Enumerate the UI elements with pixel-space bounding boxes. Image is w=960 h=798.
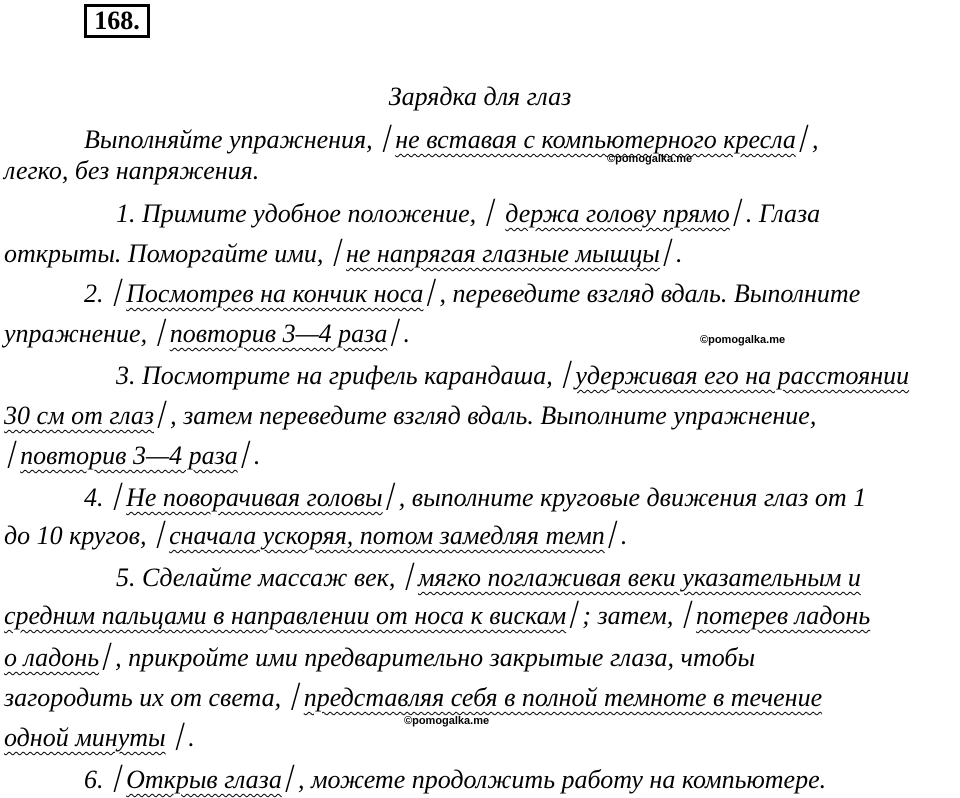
phrase-boundary-slash: /: [682, 595, 693, 634]
phrase-boundary-slash: /: [156, 313, 167, 352]
phrase-boundary-slash: /: [240, 435, 251, 474]
text-segment: ,: [811, 125, 819, 154]
phrase-boundary-slash: /: [485, 193, 496, 232]
adverbial-participle-phrase: потерев ладонь: [695, 601, 871, 630]
adverbial-participle-phrase: одной минуты: [4, 723, 166, 752]
phrase-boundary-slash: /: [113, 759, 124, 798]
text-line: [4, 637, 756, 676]
phrase-boundary-slash: /: [385, 477, 396, 516]
text-segment: [166, 723, 173, 752]
phrase-boundary-slash: /: [290, 677, 301, 716]
text-segment: загородить их от света,: [4, 683, 288, 712]
adverbial-participle-phrase: 30 см от глаз: [4, 401, 155, 430]
adverbial-participle-phrase: повторив 3—4 раза: [20, 441, 238, 470]
phrase-boundary-slash: /: [569, 595, 580, 634]
text-segment: . Глаза: [745, 199, 821, 228]
phrase-boundary-slash: /: [113, 273, 124, 312]
text-line: [84, 273, 861, 312]
adverbial-participle-phrase: мягко поглаживая веки указательным и: [417, 563, 861, 592]
phrase-boundary-slash: /: [113, 477, 124, 516]
phrase-boundary-slash: /: [382, 119, 393, 158]
text-line: [84, 759, 827, 798]
text-segment: , переведите взгляд вдаль. Выполните: [439, 279, 861, 308]
text-line: [4, 233, 683, 272]
adverbial-participle-phrase: представляя себя в полной темноте в течение: [303, 683, 823, 712]
text-segment: 5. Сделайте массаж век,: [116, 563, 402, 592]
text-segment: 3. Посмотрите на грифель карандаша,: [116, 361, 560, 390]
adverbial-participle-phrase: удерживая его на расстоянии: [575, 361, 910, 390]
text-line: [4, 717, 195, 756]
adverbial-participle-phrase: не напрягая глазные мышцы: [345, 239, 660, 268]
text-segment: .: [188, 723, 195, 752]
text-segment: .: [676, 239, 683, 268]
text-line: [4, 435, 261, 474]
phrase-boundary-slash: /: [332, 233, 343, 272]
phrase-boundary-slash: /: [155, 515, 167, 554]
text-segment: открыты. Поморгайте ими,: [4, 239, 330, 268]
text-line: [116, 557, 861, 596]
text-line: [4, 677, 823, 716]
phrase-boundary-slash: /: [284, 759, 295, 798]
text-segment: .: [403, 319, 410, 348]
adverbial-participle-phrase: о ладонь: [4, 643, 100, 672]
adverbial-participle-phrase: средним пальцами в направлении от носа к вискам: [4, 601, 567, 630]
exercise-title: Зарядка для глаз: [388, 82, 572, 111]
text-segment: Выполняйте упражнения,: [84, 125, 380, 154]
text-segment: , можете продолжить работу на компьютере.: [297, 765, 827, 794]
phrase-boundary-slash: /: [426, 273, 437, 312]
watermark: ©pomogalka.me: [700, 334, 786, 346]
adverbial-participle-phrase: Посмотрев на кончик носа: [126, 279, 424, 308]
text-segment: 6.: [84, 765, 110, 794]
adverbial-participle-phrase: не вставая с компьютерного кресла: [395, 125, 796, 154]
phrase-boundary-slash: /: [7, 435, 18, 474]
adverbial-participle-phrase: держа голову прямо: [505, 199, 730, 228]
phrase-boundary-slash: /: [175, 717, 186, 756]
phrase-boundary-slash: /: [607, 515, 618, 554]
text-segment: , затем переведите взгляд вдаль. Выполните упражнение,: [170, 401, 817, 430]
text-line: [4, 395, 817, 434]
text-segment: 2.: [84, 279, 110, 308]
text-line: [4, 313, 410, 352]
adverbial-participle-phrase: Не поворачивая головы: [126, 483, 383, 512]
text-line: [84, 477, 867, 516]
phrase-boundary-slash: /: [404, 557, 415, 596]
text-line: [4, 515, 628, 554]
text-line: [4, 595, 871, 634]
adverbial-participle-phrase: Открыв глаза: [126, 765, 282, 794]
text-segment: легко, без напряжения.: [4, 156, 260, 185]
adverbial-participle-phrase: повторив 3—4 раза: [169, 319, 388, 348]
text-line: [116, 355, 910, 394]
text-segment: , прикройте ими предварительно закрытые глаза, чтобы: [115, 643, 756, 672]
phrase-boundary-slash: /: [157, 395, 168, 434]
text-segment: 4.: [84, 483, 110, 512]
phrase-boundary-slash: /: [662, 233, 673, 272]
watermark: ©pomogalka.me: [404, 715, 490, 727]
text-segment: , выполните круговые движения глаз от 1: [398, 483, 867, 512]
text-segment: упражнение,: [4, 319, 154, 348]
phrase-boundary-slash: /: [562, 355, 573, 394]
phrase-boundary-slash: /: [102, 637, 113, 676]
text-line: [116, 193, 821, 232]
watermark: ©pomogalka.me: [607, 153, 693, 165]
text-segment: ; затем,: [582, 601, 680, 630]
phrase-boundary-slash: /: [390, 313, 401, 352]
phrase-boundary-slash: /: [798, 119, 809, 158]
exercise-number: 168.: [84, 4, 150, 38]
text-segment: .: [253, 441, 261, 470]
text-segment: .: [620, 521, 628, 550]
text-line: [84, 119, 819, 158]
text-segment: 1. Примите удобное положение,: [116, 199, 483, 228]
text-segment: до 10 кругов,: [4, 521, 153, 550]
phrase-boundary-slash: /: [732, 193, 743, 232]
adverbial-participle-phrase: сначала ускоряя, потом замедляя темп: [169, 521, 605, 550]
text-line: [4, 156, 259, 186]
